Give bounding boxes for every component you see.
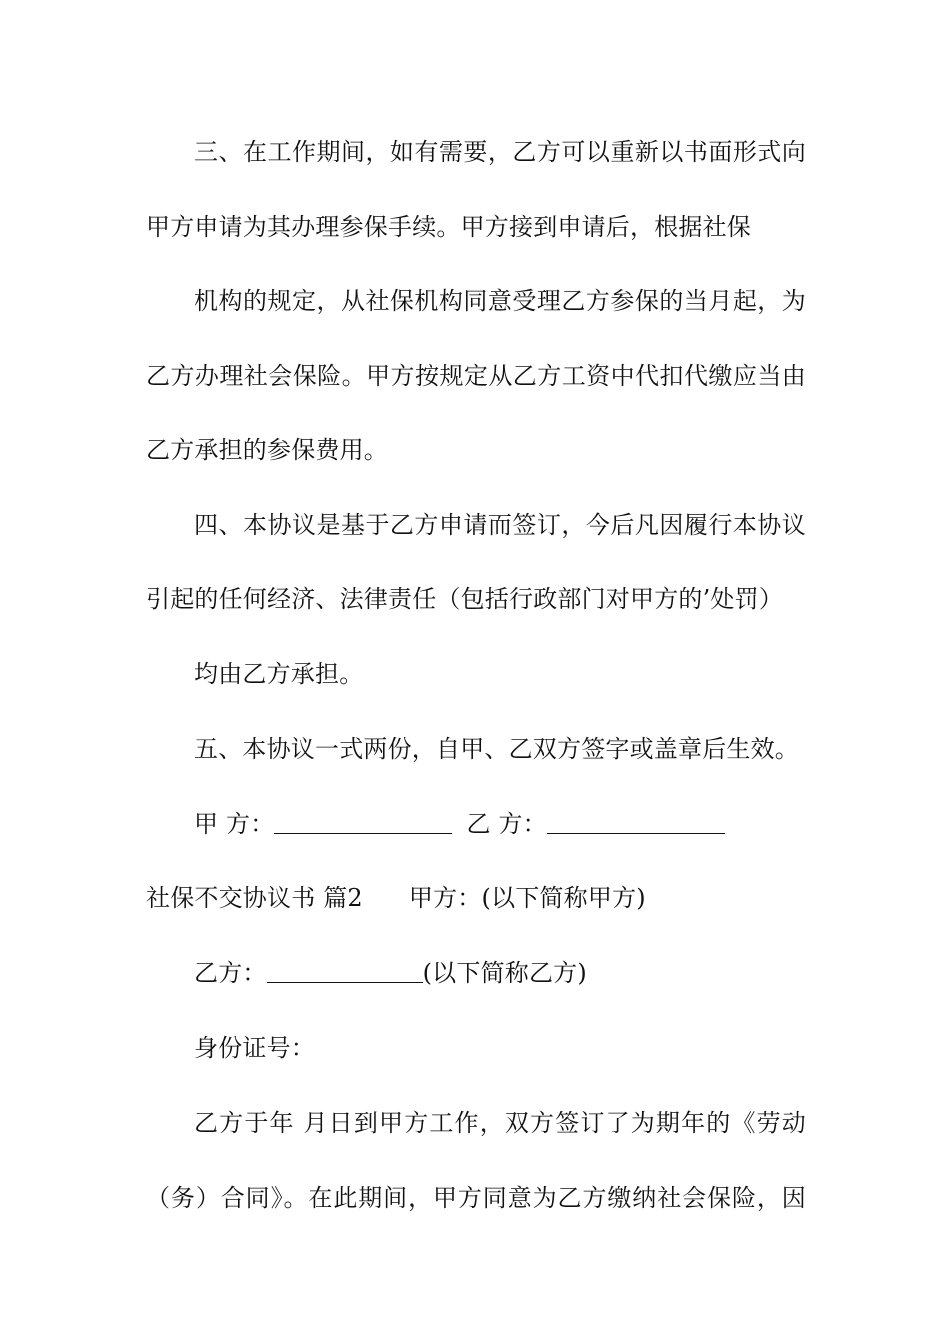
party-b-signature-blank xyxy=(547,811,725,834)
party-a-signature-label: 甲 方： xyxy=(194,810,275,838)
party-b-signature-label: 乙 方： xyxy=(466,810,547,838)
second-agreement-id-label: 身份证号： xyxy=(194,1034,315,1062)
paragraph-3-line-5: 乙方承担的参保费用。 xyxy=(146,436,388,464)
second-agreement-party-b-line xyxy=(194,957,806,989)
second-agreement-body-line-2: （务）合同》。在此期间，甲方同意为乙方缴纳社会保险，因 xyxy=(146,1184,806,1212)
second-agreement-header xyxy=(146,882,806,914)
signature-line xyxy=(194,808,806,840)
second-agreement-party-b-suffix: (以下简称乙方) xyxy=(422,959,587,987)
paragraph-5-line-1: 五、本协议一式两份，自甲、乙双方签字或盖章后生效。 xyxy=(194,735,799,763)
paragraph-4-line-3: 均由乙方承担。 xyxy=(194,660,364,688)
second-agreement-party-b-label: 乙方： xyxy=(194,959,267,987)
party-a-signature-blank xyxy=(274,811,452,834)
paragraph-3-line-4: 乙方办理社会保险。甲方按规定从乙方工资中代扣代缴应当由 xyxy=(146,362,806,390)
second-agreement-party-a-intro: 甲方：(以下简称甲方) xyxy=(408,884,646,912)
paragraph-3-line-2: 甲方申请为其办理参保手续。甲方接到申请后，根据社保 xyxy=(146,213,751,241)
paragraph-3-line-3: 机构的规定，从社保机构同意受理乙方参保的当月起，为 xyxy=(194,287,806,315)
second-agreement-title: 社保不交协议书 篇2 xyxy=(146,884,363,912)
paragraph-4-line-1: 四、本协议是基于乙方申请而签订，今后凡因履行本协议 xyxy=(194,511,806,539)
second-agreement-party-b-blank xyxy=(267,960,423,983)
second-agreement-body-line-1: 乙方于年 月日到甲方工作，双方签订了为期年的《劳动 xyxy=(194,1109,806,1137)
paragraph-4-line-2: 引起的任何经济、法律责任（包括行政部门对甲方的’处罚） xyxy=(146,585,784,613)
paragraph-3-line-1: 三、在工作期间，如有需要，乙方可以重新以书面形式向 xyxy=(194,138,806,166)
